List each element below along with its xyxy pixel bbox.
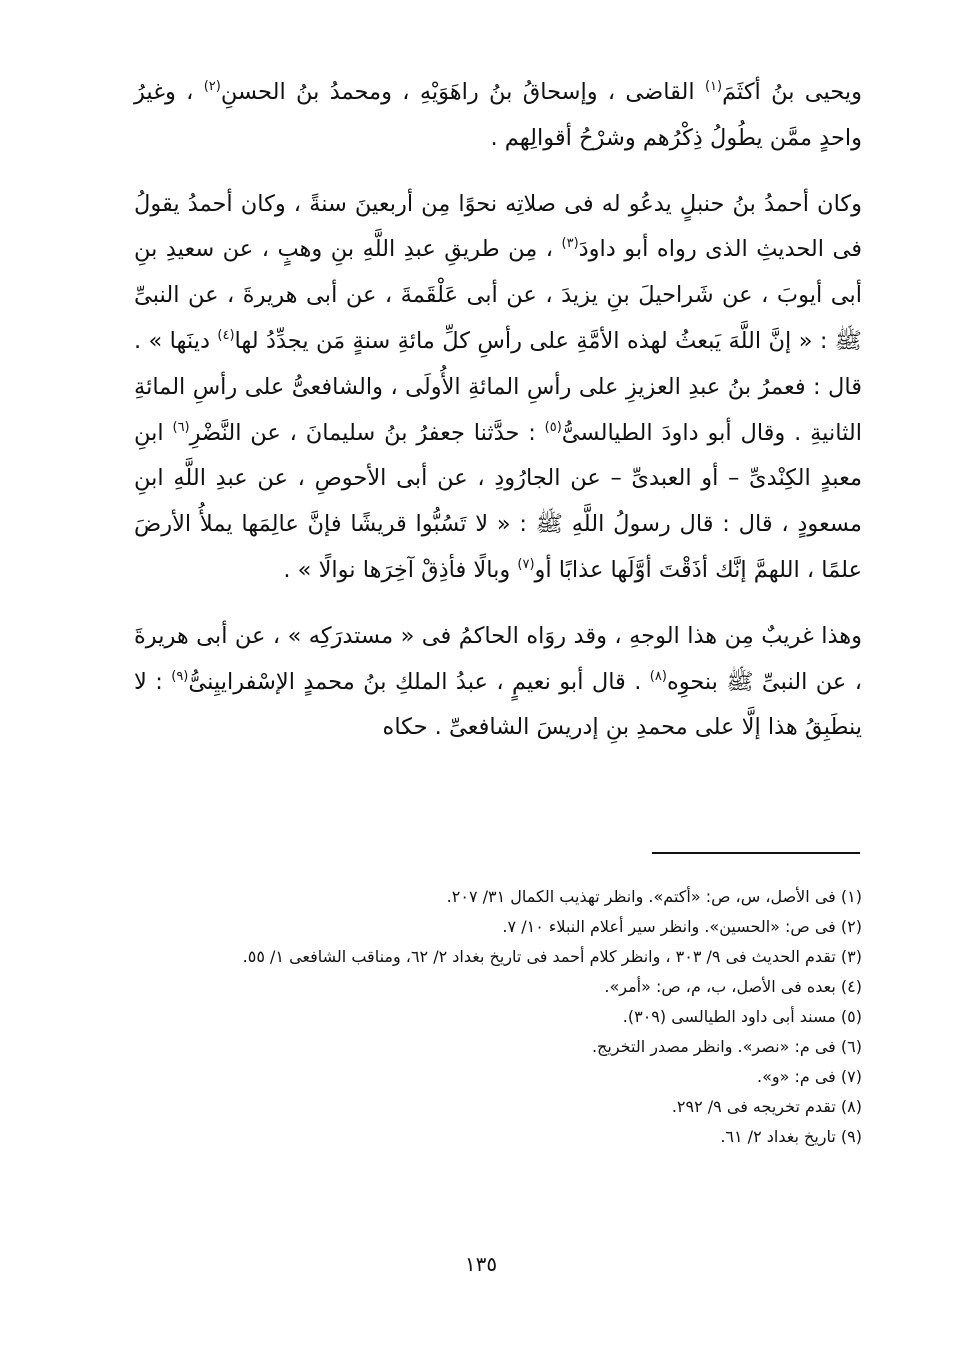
paragraph [134, 182, 862, 594]
page-number: ١٣٥ [464, 1252, 498, 1276]
footnote-ref: (٢) [203, 79, 221, 94]
footnote: (٤) بعده فى الأصل، ب، م، ص: «أمر». [604, 977, 862, 996]
text-segment: : حدَّثنا جعفرُ بنُ سليمانَ ، عن النَّضْرِ [189, 419, 545, 446]
footnote-ref: (٥) [544, 419, 562, 435]
text-segment: القاضى ، وإسحاقُ بنُ راهَوَيْهِ ، ومحمدُ بنُ الحسنِ [220, 79, 705, 105]
footnote-ref: (٣) [561, 236, 579, 252]
footnote: (٨) تقدم تخريجه فى ٩/ ٢٩٢. [671, 1097, 862, 1116]
paragraph [134, 614, 862, 751]
text-segment: وكان أحمدُ بنُ حنبلٍ يدعُو له فى صلاتِه نحوًا مِن أربعينَ سنةً ، وكان أحمدُ يقولُ فى الحديثِ الذى رواه أبو داودَ [134, 190, 862, 263]
footnote: (٣) تقدم الحديث فى ٩/ ٣٠٣ ، وانظر كلام أحمد فى تاريخ بغداد ٢/ ٦٢، ومناقب الشافعى ١/ ٥٥. [242, 947, 862, 966]
footnote-separator [652, 852, 860, 854]
text-segment: : لا ينطَبِقُ هذا إلَّا على محمدِ بنِ إدريسَ الشافعىِّ . حكاه [134, 668, 862, 741]
footnote: (٥) مسند أبى داود الطيالسى (٣٠٩). [622, 1007, 862, 1026]
text-segment: ، وغيرُ واحدٍ ممَّن يطُولُ ذِكْرُهم وشرْحُ أقوالِهم . [134, 79, 862, 151]
footnote: (٧) فى م: «و». [756, 1067, 862, 1086]
text-segment: ويحيى بنُ أكثَمَ [722, 79, 862, 105]
footnote: (٩) تاريخ بغداد ٢/ ٦١. [720, 1127, 862, 1146]
footnote-ref: (٨) [649, 668, 667, 684]
footnote-ref: (٤) [217, 327, 235, 343]
text-segment: ابنِ معبدٍ الكِنْدىِّ – أو العبدىِّ – عن الجارُودِ ، عن أبى الأحوصِ ، عن عبدِ اللَّهِ ابنِ مسعودٍ ، قال : قال رسولُ اللَّهِ ﷺ : « لا تَسُبُّوا قريشًا فإنَّ عالِمَها يملأُ الأرضَ علمًا ، اللهمَّ إنَّك أذَقْتَ أوَّلَها عذابًا أو [134, 419, 862, 583]
footnote: (٢) فى ص: «الحسين». وانظر سير أعلام النبلاء ١٠/ ٧. [502, 917, 862, 936]
text-segment: دينَها » . قال : فعمرُ بنُ عبدِ العزيزِ على رأسِ المائةِ الأُولَى ، والشافعىُّ على رأسِ المائةِ الثانيةِ . وقال أبو داودَ الطيالسىُّ [134, 327, 862, 446]
footnote-ref: (٦) [172, 419, 190, 435]
footnote: (١) فى الأصل، س، ص: «أكتم». وانظر تهذيب الكمال ٣١/ ٢٠٧. [446, 887, 862, 906]
footnote-ref: (٧) [517, 556, 535, 572]
footnote-ref: (٩) [171, 668, 189, 684]
text-segment: وبالًا فأذِقْ آخِرَها نوالًا » . [283, 556, 518, 583]
footnote-ref: (١) [704, 79, 723, 94]
paragraph [134, 70, 862, 162]
text-segment: . قال أبو نعيمٍ ، عبدُ الملكِ بنُ محمدٍ الإسْفراييِنىُّ [188, 668, 650, 695]
footnote: (٦) فى م: «نصر». وانظر مصدر التخريج. [591, 1037, 862, 1056]
main-text [134, 70, 862, 751]
footnotes [134, 882, 862, 1152]
text-segment: وهذا غريبٌ مِن هذا الوجهِ ، وقد روَاه الحاكمُ فى « مستدرَكِه » ، عن أبى هريرةَ ، عن النبىِّ ﷺ بنحوِه [134, 622, 863, 695]
text-segment: ، مِن طريقِ عبدِ اللَّهِ بنِ وهبٍ ، عن سعيدِ بنِ أبى أيوبَ ، عن شَراحيلَ بنِ يزيدَ ، عن أبى عَلْقَمةَ ، عن أبى هريرةَ ، عن النبىِّ ﷺ : « إنَّ اللَّهَ يَبعثُ لهذه الأمَّةِ على رأسِ كلِّ مائةِ سنةٍ مَن يجدِّدُ لها [134, 236, 862, 354]
